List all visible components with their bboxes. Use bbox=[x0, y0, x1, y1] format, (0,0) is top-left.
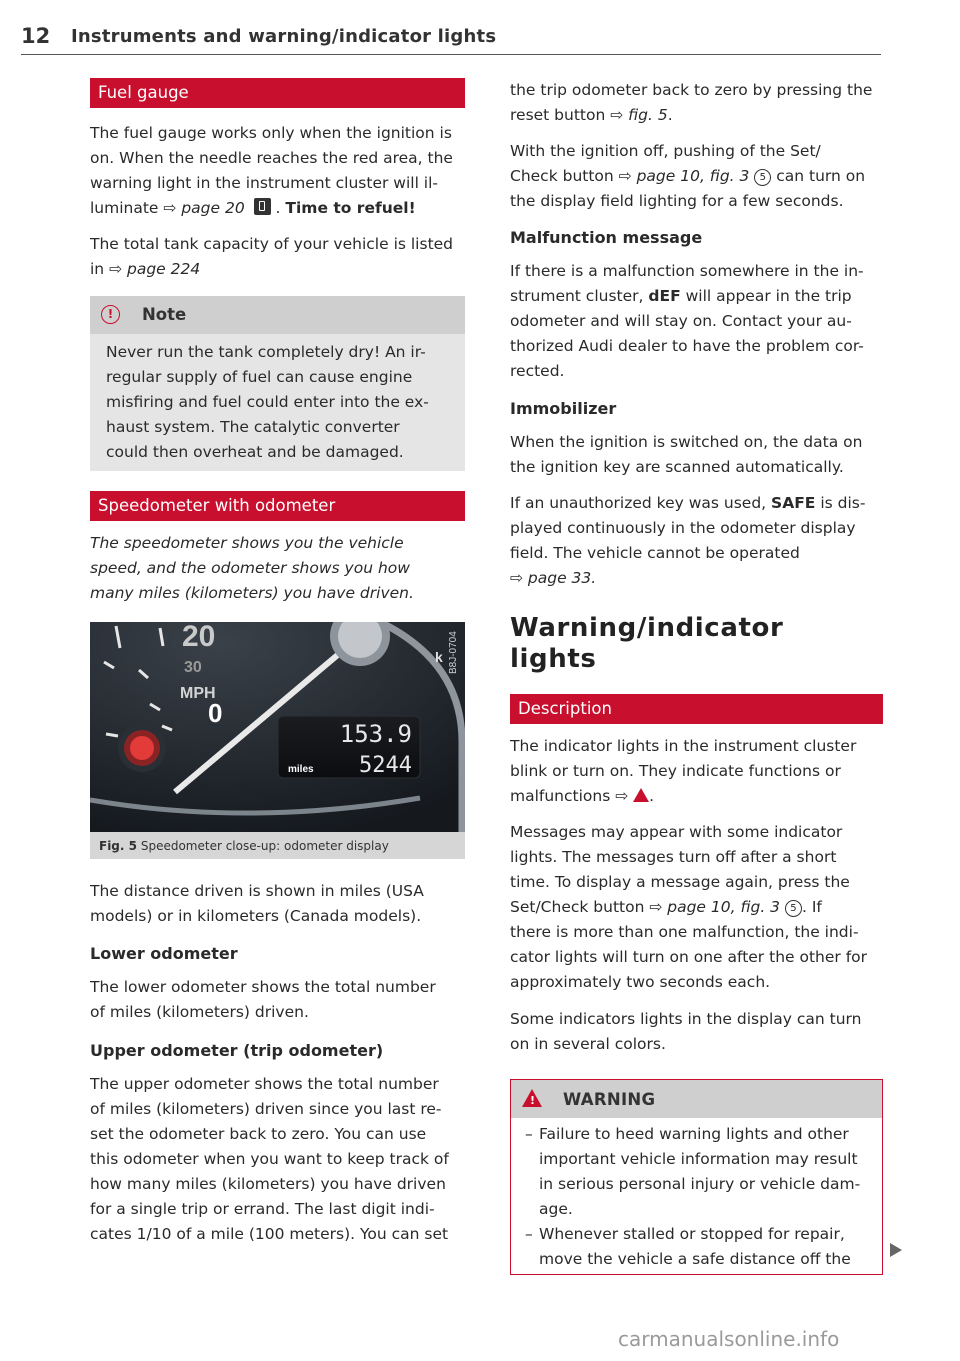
warning-bullet: – Whenever stalled or stopped for repair, move the vehicle a safe distance off the bbox=[525, 1222, 872, 1272]
note-label: Note bbox=[142, 305, 187, 324]
page-reference-link[interactable]: ⇨ page 10, fig. 3 bbox=[649, 898, 781, 916]
gauge-number: 30 bbox=[184, 659, 202, 676]
warning-bullet: – Failure to heed warning lights and other important vehicle information may result in serious personal injury or vehicle dam- age. bbox=[525, 1122, 872, 1222]
note-text: Never run the tank completely dry! An ir- regular supply of fuel can cause engine misfiring and fuel could enter into the ex- haust system. The catalytic converter could then overheat and be damaged. bbox=[106, 343, 429, 461]
fuel-warning-light-icon bbox=[254, 198, 271, 215]
warning-label: WARNING bbox=[563, 1090, 656, 1109]
immobilizer-heading: Immobilizer bbox=[510, 399, 617, 418]
figure-5 bbox=[90, 622, 465, 859]
warning-triangle-icon[interactable] bbox=[633, 788, 649, 802]
section-heading-fuel-gauge: Fuel gauge bbox=[90, 78, 465, 108]
reset-paragraph: the trip odometer back to zero by pressing the reset button ⇨ fig. 5. bbox=[510, 81, 873, 124]
page-reference-link[interactable]: ⇨ page 10, fig. 3 bbox=[618, 167, 750, 185]
speedometer-closeup-image bbox=[90, 622, 465, 832]
lower-odometer-paragraph: The lower odometer shows the total number of miles (kilometers) driven. bbox=[90, 978, 436, 1021]
malfunction-paragraph: If there is a malfunction somewhere in the in- strument cluster, dEF will appear in the trip odometer and will stay on. Contact your au- thorized Audi dealer to have the problem cor- rected. bbox=[510, 262, 864, 380]
page-reference-link[interactable]: ⇨ page 20 bbox=[163, 199, 245, 217]
tank-capacity-paragraph: The total tank capacity of your vehicle is listed in ⇨ page 224 bbox=[90, 235, 454, 278]
page-reference-link[interactable]: ⇨ page 224 bbox=[109, 260, 201, 278]
note-box bbox=[90, 296, 465, 471]
continue-arrow-icon bbox=[890, 1243, 902, 1257]
running-title: Instruments and warning/indicator lights bbox=[71, 26, 497, 47]
description-paragraph-3: Some indicators lights in the display can turn on in several colors. bbox=[510, 1010, 862, 1053]
gauge-number: 20 bbox=[182, 622, 216, 653]
page-number: 12 bbox=[21, 24, 51, 48]
figure-caption: Fig. 5 Speedometer close-up: odometer display bbox=[99, 839, 389, 853]
chapter-title: Warning/indicator lights bbox=[510, 613, 784, 674]
gauge-unit-label: MPH bbox=[180, 685, 216, 702]
page-header bbox=[21, 24, 881, 55]
malfunction-heading: Malfunction message bbox=[510, 228, 703, 247]
right-column bbox=[510, 78, 883, 1275]
info-circle-icon: ! bbox=[101, 305, 120, 324]
left-column bbox=[90, 78, 465, 1247]
upper-odometer-heading: Upper odometer (trip odometer) bbox=[90, 1041, 384, 1060]
odometer-unit-label: miles bbox=[288, 764, 314, 775]
description-paragraph-2: Messages may appear with some indicator lights. The messages turn off after a short time. To display a message again, press the Set/Check button ⇨ page 10, fig. 3 5 . If there is more than one malfunction, the indi- cator lights will turn on one after the other for approximately two seconds each. bbox=[510, 823, 868, 991]
gauge-zero-label: 0 bbox=[208, 698, 223, 728]
watermark: carmanualsonline.info bbox=[618, 1327, 840, 1351]
page-reference-link[interactable]: ⇨ page 33. bbox=[510, 569, 597, 587]
upper-odometer-paragraph: The upper odometer shows the total number of miles (kilometers) driven since you last re- set the odometer back to zero. You can use this odometer when you want to keep track of how many miles (kilometers) you have driven for a single trip or errand. The last digit indi- cates 1/10 of a mile (100 meters). You can set bbox=[90, 1075, 449, 1243]
total-odometer-value: 5244 bbox=[359, 753, 412, 778]
immobilizer-paragraph-1: When the ignition is switched on, the data on the ignition key are scanned automatically. bbox=[510, 433, 863, 476]
trip-odometer-value: 153.9 bbox=[339, 720, 412, 748]
speedometer-illustration bbox=[90, 622, 465, 832]
section-heading-description: Description bbox=[510, 694, 883, 724]
figure-reference-link[interactable]: ⇨ fig. 5 bbox=[610, 106, 668, 124]
section-heading-speedometer: Speedometer with odometer bbox=[90, 491, 465, 521]
warning-box: ! WARNING – Failure to heed warning lights and other important vehicle information may result in serious personal injury or vehicle dam- age. – Whenever stalled or stopped for repair, move the vehicle a safe distance off the bbox=[510, 1079, 883, 1275]
lower-odometer-heading: Lower odometer bbox=[90, 944, 238, 963]
speedometer-intro: The speedometer shows you the vehicle speed, and the odometer shows you how many miles (kilometers) you have driven. bbox=[90, 534, 414, 602]
figure-code: B8J-0704 bbox=[448, 631, 459, 674]
description-paragraph-1: The indicator lights in the instrument cluster blink or turn on. They indicate functions or malfunctions ⇨ . bbox=[510, 737, 857, 805]
fuel-gauge-paragraph: The fuel gauge works only when the ignition is on. When the needle reaches the red area, the warning light in the instrument cluster will il- luminate ⇨ page 20 . Time to refuel! bbox=[90, 124, 453, 217]
gauge-side-label: k bbox=[435, 649, 443, 665]
distance-paragraph: The distance driven is shown in miles (USA models) or in kilometers (Canada models). bbox=[90, 882, 424, 925]
callout-number-icon: 5 bbox=[785, 900, 802, 917]
immobilizer-paragraph-2: If an unauthorized key was used, SAFE is dis- played continuously in the odometer display field. The vehicle cannot be operated ⇨ page 33. bbox=[510, 494, 866, 587]
set-check-paragraph: With the ignition off, pushing of the Set/ Check button ⇨ page 10, fig. 3 5 can turn on the display field lighting for a few seconds. bbox=[510, 142, 866, 210]
callout-number-icon: 5 bbox=[754, 169, 771, 186]
